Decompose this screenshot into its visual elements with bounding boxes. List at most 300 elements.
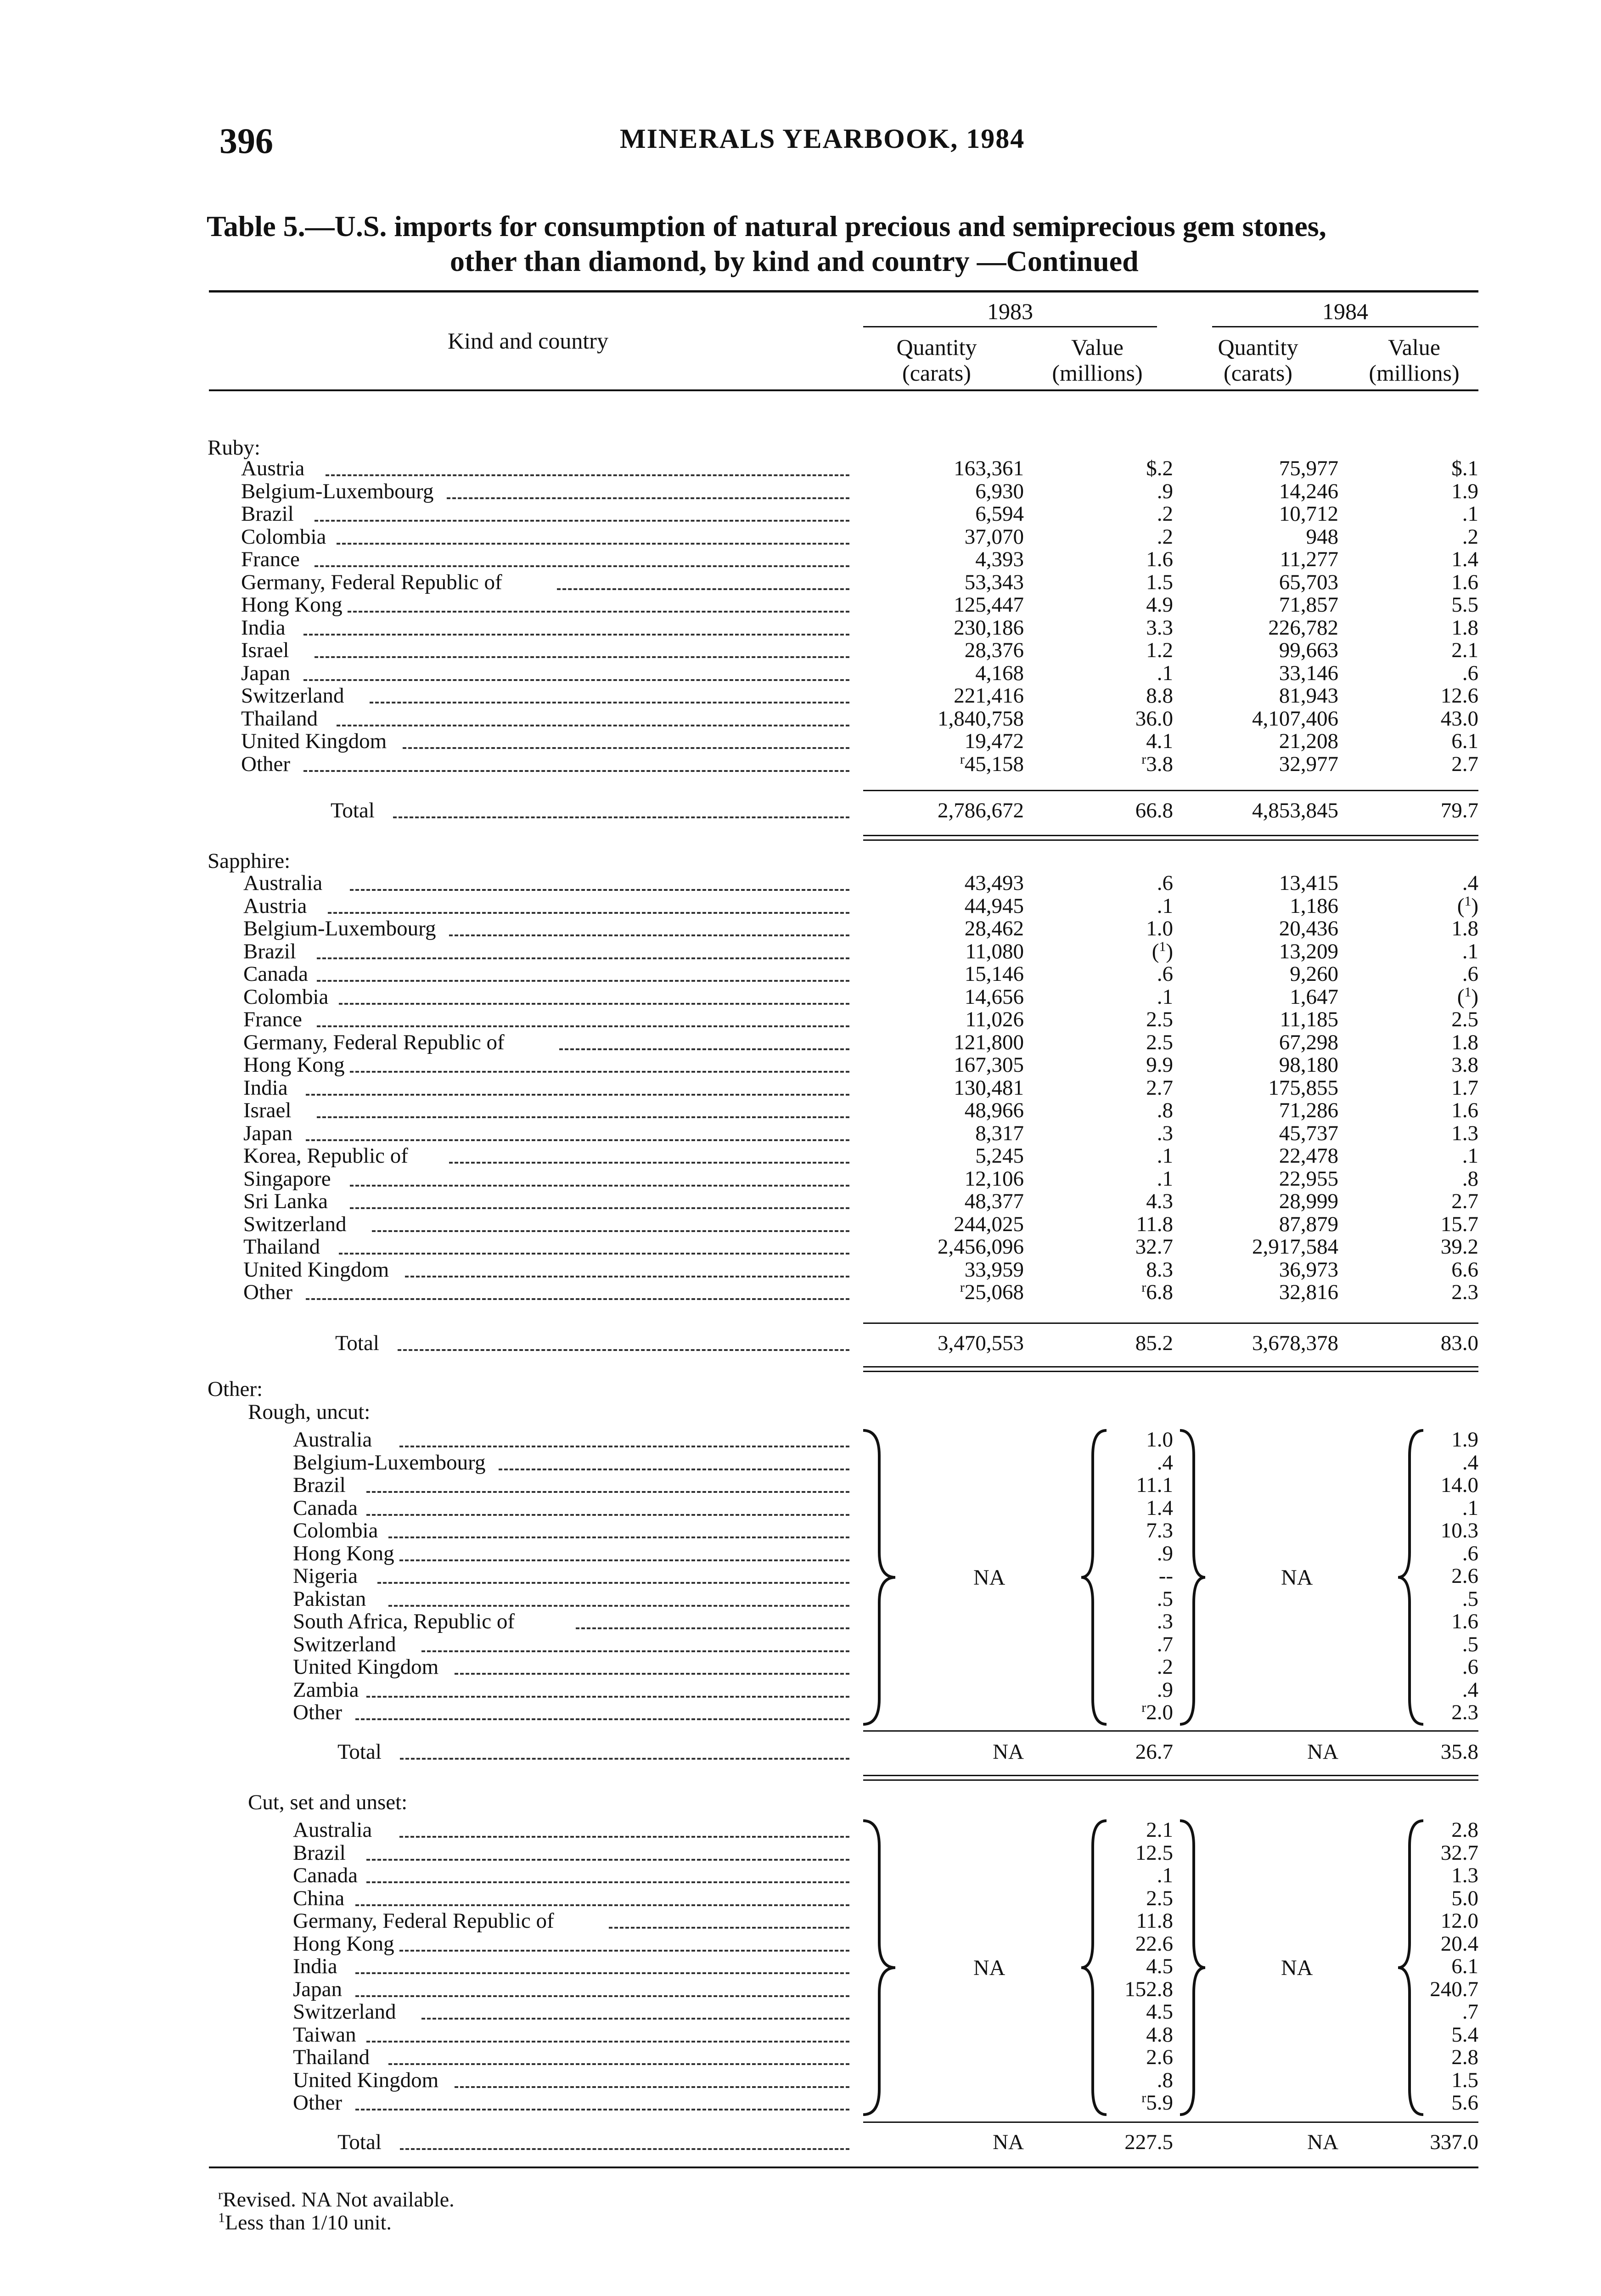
cell-val-1983: 26.7 (1135, 1740, 1173, 1764)
cell-qty-1983: 130,481 (954, 1075, 1024, 1100)
row-label: Other (293, 2091, 343, 2115)
cell-val-1983: .2 (1157, 524, 1173, 549)
row-label: Japan (241, 661, 291, 685)
dot-leader (366, 1489, 849, 1493)
cell-val-1984: .1 (1462, 1144, 1478, 1168)
cell-val-1984: 1.8 (1451, 1030, 1478, 1054)
ruby-row (0, 707, 1601, 730)
cell-qty-1984: 32,977 (1279, 752, 1338, 776)
rough-row (0, 1610, 1601, 1633)
row-label: Colombia (241, 524, 326, 549)
row-label: Nigeria (293, 1564, 358, 1588)
cut-na-1983-qty: NA (973, 1956, 1006, 1980)
cell-qty-1984: 81,943 (1279, 684, 1338, 708)
sapphire-title: Sapphire: (208, 849, 291, 873)
row-label: Thailand (241, 706, 318, 731)
cell-val-1984: 1.9 (1451, 479, 1478, 503)
cell-val-1984: 6.6 (1451, 1257, 1478, 1282)
row-label: Hong Kong (241, 593, 343, 617)
sapphire-row (0, 1076, 1601, 1099)
row-label: Canada (243, 962, 308, 986)
cut-brace-left (859, 1818, 900, 2117)
cell-qty-1983: 11,026 (965, 1007, 1024, 1031)
ruby-end-rule (863, 835, 1478, 836)
cell-qty-1984: 75,977 (1279, 456, 1338, 480)
rough-row (0, 1519, 1601, 1542)
cell-val-1984: ($^1$) (1457, 984, 1478, 1009)
cell-val-1983: 32.7 (1135, 1235, 1173, 1259)
rough-end-rule (863, 1775, 1478, 1776)
dot-leader (326, 473, 849, 476)
row-label: Australia (243, 871, 323, 895)
sapphire-row (0, 1258, 1601, 1281)
dot-leader (337, 541, 849, 545)
cut-row (0, 1955, 1601, 1978)
cell-qty-1984: 2,917,584 (1252, 1235, 1338, 1259)
row-label: Canada (293, 1863, 358, 1887)
col-qty-1984 (1194, 334, 1322, 386)
sapphire-row (0, 1190, 1601, 1213)
cut-row (0, 1978, 1601, 2001)
sapphire-total-row (0, 1332, 1601, 1355)
cell-val-1984: .1 (1462, 502, 1478, 526)
cell-val-1984: 240.7 (1430, 1977, 1478, 2001)
rough-brace-left (859, 1428, 900, 1727)
cut-total-row (0, 2131, 1601, 2154)
dot-leader (388, 1603, 849, 1607)
less-mark: 1 (218, 2210, 225, 2225)
cell-qty-1983: 37,070 (964, 524, 1024, 549)
dot-leader (317, 1114, 849, 1118)
footnote-ref: 1 (1464, 984, 1472, 1000)
row-label: Austria (241, 456, 305, 480)
cell-qty-1983: 14,656 (964, 985, 1024, 1009)
cell-val-1983: 8.8 (1146, 684, 1173, 708)
page-number: 396 (219, 121, 273, 161)
cell-qty-1983: 28,376 (964, 638, 1024, 662)
cell-qty-1984: 4,107,406 (1252, 706, 1338, 731)
cell-qty-1983: 53,343 (964, 570, 1024, 594)
cell-qty-1983: 48,377 (964, 1189, 1024, 1213)
ruby-row (0, 662, 1601, 685)
cell-val-1984: 1.5 (1451, 2068, 1478, 2092)
cell-val-1984: 2.1 (1451, 638, 1478, 662)
cell-val-1983: $.2 (1146, 456, 1173, 480)
revised-mark: r (960, 751, 965, 767)
cell-qty-1983: 5,245 (975, 1144, 1024, 1168)
cell-val-1984: 35.8 (1440, 1740, 1478, 1764)
cell-val-1983: 9.9 (1146, 1053, 1173, 1077)
cell-qty-1984: 99,663 (1279, 638, 1338, 662)
cell-val-1983: 8.3 (1146, 1257, 1173, 1282)
dot-leader (315, 654, 849, 658)
cell-val-1984: 1.6 (1451, 570, 1478, 594)
rough-row (0, 1542, 1601, 1565)
cell-val-1984: 14.0 (1440, 1473, 1478, 1497)
cell-val-1983: .2 (1157, 502, 1173, 526)
row-label: Hong Kong (243, 1053, 345, 1077)
row-label: Japan (293, 1977, 343, 2001)
row-label: Austria (243, 894, 307, 918)
rough-row (0, 1474, 1601, 1497)
cell-qty-1984: 1,186 (1290, 894, 1338, 918)
cell-val-1983: 12.5 (1135, 1840, 1173, 1865)
row-label: Germany, Federal Republic of (241, 570, 502, 594)
cell-val-1983: .1 (1157, 1144, 1173, 1168)
row-label: Korea, Republic of (243, 1144, 408, 1168)
cell-val-1983: $^r$2.0 (1141, 1700, 1173, 1724)
row-label: Israel (243, 1098, 292, 1122)
dot-leader (317, 978, 849, 982)
cell-val-1984: 1.3 (1451, 1121, 1478, 1145)
ruby-total-row (0, 799, 1601, 822)
cut-row (0, 1841, 1601, 1864)
cell-val-1984: 2.7 (1451, 1189, 1478, 1213)
rough-end-rule-2 (863, 1779, 1478, 1781)
cell-qty-1984: 10,712 (1279, 502, 1338, 526)
row-label: France (243, 1007, 302, 1031)
running-head: MINERALS YEARBOOK, 1984 (620, 124, 1025, 154)
sapphire-row (0, 1167, 1601, 1190)
row-label: Switzerland (241, 684, 344, 708)
cell-val-1983: 1.6 (1146, 547, 1173, 571)
ruby-title: Ruby: (208, 436, 260, 460)
cell-val-1984: .1 (1462, 939, 1478, 963)
dot-leader (303, 632, 849, 636)
bottom-rule (209, 2167, 1478, 2168)
cell-qty-1983: NA (993, 1740, 1024, 1764)
cell-val-1983: .3 (1157, 1609, 1173, 1633)
cell-val-1984: 39.2 (1440, 1235, 1478, 1259)
cell-val-1983: .9 (1157, 479, 1173, 503)
dot-leader (377, 1580, 849, 1584)
cell-qty-1983: 3,470,553 (938, 1331, 1024, 1355)
cell-val-1983: .9 (1157, 1677, 1173, 1702)
caption-line-1: Table 5.—U.S. imports for consumption of natural precious and semiprecious gem stones, (207, 210, 1326, 242)
dot-leader (350, 887, 849, 891)
dot-leader (328, 910, 849, 914)
cell-qty-1984: 9,260 (1290, 962, 1338, 986)
dot-leader (350, 1205, 849, 1209)
cell-val-1984: .7 (1462, 2000, 1478, 2024)
row-label: United Kingdom (293, 2068, 439, 2092)
sapphire-row (0, 1235, 1601, 1258)
cell-val-1984: .6 (1462, 1541, 1478, 1565)
cell-val-1983: 11.1 (1136, 1473, 1173, 1497)
row-label: Brazil (243, 939, 296, 963)
rough-total-row (0, 1740, 1601, 1763)
val-label: Value (1071, 334, 1124, 360)
cell-val-1983: 2.5 (1146, 1886, 1173, 1910)
revised-mark: r (960, 1280, 965, 1295)
cell-qty-1984: 3,678,378 (1252, 1331, 1338, 1355)
row-label: Belgium-Luxembourg (293, 1450, 486, 1474)
dot-leader (455, 2084, 849, 2088)
cell-val-1983: .3 (1157, 1121, 1173, 1145)
dot-leader (499, 1467, 849, 1470)
cell-val-1984: .6 (1462, 661, 1478, 685)
caption-line-2: other than diamond, by kind and country —Continued (450, 245, 1139, 277)
cell-val-1984: 2.7 (1451, 752, 1478, 776)
dot-leader (303, 768, 849, 772)
row-label: Australia (293, 1428, 372, 1452)
dot-leader (337, 723, 849, 726)
cell-val-1984: 20.4 (1440, 1931, 1478, 1956)
cell-val-1984: 1.3 (1451, 1863, 1478, 1887)
sapphire-row (0, 1144, 1601, 1167)
cell-val-1983: 1.5 (1146, 570, 1173, 594)
cell-qty-1983: 244,025 (954, 1212, 1024, 1236)
dot-leader (355, 1993, 849, 1997)
cell-val-1983: 11.8 (1136, 1212, 1173, 1236)
rough-brace-1983-left (1079, 1428, 1111, 1727)
sapphire-row (0, 1031, 1601, 1054)
row-label: India (243, 1075, 288, 1100)
cell-qty-1984: 32,816 (1279, 1280, 1338, 1304)
cell-qty-1983: 43,493 (964, 871, 1024, 895)
cell-qty-1984: 14,246 (1279, 479, 1338, 503)
cell-val-1984: 5.0 (1451, 1886, 1478, 1910)
sapphire-row (0, 917, 1601, 940)
cell-val-1984: 2.3 (1451, 1700, 1478, 1724)
row-label: Germany, Federal Republic of (243, 1030, 505, 1054)
cell-val-1983: .2 (1157, 1655, 1173, 1679)
cell-qty-1983: 6,930 (975, 479, 1024, 503)
cell-val-1984: 6.1 (1451, 1954, 1478, 1978)
cell-val-1983: 1.2 (1146, 638, 1173, 662)
sapphire-row (0, 1122, 1601, 1145)
cell-qty-1983: 48,966 (964, 1098, 1024, 1122)
cell-val-1984: 2.8 (1451, 2045, 1478, 2069)
qty-unit: (carats) (902, 360, 971, 386)
ruby-row (0, 593, 1601, 616)
dot-leader (366, 1857, 849, 1861)
year-1984-rule (1212, 326, 1478, 327)
cell-qty-1983: 33,959 (964, 1257, 1024, 1282)
cell-val-1984: 2.8 (1451, 1818, 1478, 1842)
rough-total-rule (863, 1730, 1478, 1732)
row-label: Hong Kong (293, 1541, 394, 1565)
qty-label: Quantity (896, 334, 977, 360)
row-label: Australia (293, 1818, 372, 1842)
cell-val-1984: 5.4 (1451, 2022, 1478, 2047)
cell-val-1984: 337.0 (1430, 2130, 1478, 2154)
cell-qty-1984: NA (1307, 2130, 1338, 2154)
cell-val-1983: .5 (1157, 1587, 1173, 1611)
row-label: Hong Kong (293, 1931, 394, 1956)
dot-leader (399, 1834, 849, 1838)
cell-qty-1983: 2,456,096 (938, 1235, 1024, 1259)
cell-val-1984: 1.6 (1451, 1609, 1478, 1633)
cell-val-1983: .9 (1157, 1541, 1173, 1565)
dot-leader (366, 1880, 849, 1883)
cell-val-1984: .4 (1462, 1450, 1478, 1474)
header-bottom-rule (209, 389, 1478, 391)
cut-brace-1983-left (1079, 1818, 1111, 2117)
ruby-row (0, 480, 1601, 503)
row-label: Other (293, 1700, 343, 1724)
cell-qty-1983: $^r$45,158 (960, 751, 1024, 776)
dot-leader (315, 518, 849, 522)
row-label: Sri Lanka (243, 1189, 328, 1213)
cell-val-1983: 11.8 (1136, 1909, 1173, 1933)
cut-brace-1983-right (1175, 1818, 1208, 2117)
cell-val-1984: 6.1 (1451, 729, 1478, 753)
cell-val-1984: 2.3 (1451, 1280, 1478, 1304)
cell-val-1984: 32.7 (1440, 1840, 1478, 1865)
rough-row (0, 1587, 1601, 1610)
ruby-row (0, 525, 1601, 548)
cell-qty-1984: 71,286 (1279, 1098, 1338, 1122)
col-val-1983 (1033, 334, 1162, 386)
revised-mark: r (1141, 751, 1146, 767)
cut-row (0, 1864, 1601, 1887)
row-label: Other (241, 752, 291, 776)
rough-row (0, 1428, 1601, 1451)
dot-leader (317, 956, 849, 959)
row-label: Colombia (293, 1519, 378, 1542)
cell-qty-1983: 221,416 (954, 684, 1024, 708)
dot-leader (348, 609, 849, 613)
cell-qty-1983: 15,146 (964, 962, 1024, 986)
cell-qty-1983: 8,317 (975, 1121, 1024, 1145)
cell-qty-1984: 36,973 (1279, 1257, 1338, 1282)
sapphire-end-rule (863, 1366, 1478, 1367)
dot-leader (609, 1925, 849, 1929)
row-label: Japan (243, 1121, 293, 1145)
cell-qty-1984: 13,209 (1279, 939, 1338, 963)
cell-val-1983: 2.1 (1146, 1818, 1173, 1842)
dot-leader (400, 1756, 849, 1760)
cell-val-1984: 2.5 (1451, 1007, 1478, 1031)
cell-val-1984: .5 (1462, 1587, 1478, 1611)
cell-val-1984: 79.7 (1440, 799, 1478, 822)
rough-na-1984-qty: NA (1281, 1565, 1313, 1590)
cell-val-1983: .1 (1157, 985, 1173, 1009)
cell-val-1984: 83.0 (1440, 1331, 1478, 1355)
row-label: South Africa, Republic of (293, 1609, 515, 1633)
ruby-row (0, 571, 1601, 594)
cell-val-1983: .8 (1157, 1098, 1173, 1122)
row-label: Pakistan (293, 1587, 366, 1611)
cell-qty-1983: 125,447 (954, 593, 1024, 617)
cell-val-1983: 2.7 (1146, 1075, 1173, 1100)
cell-val-1984: .5 (1462, 1632, 1478, 1656)
cell-qty-1984: 22,955 (1279, 1166, 1338, 1191)
dot-leader (449, 1160, 849, 1164)
dot-leader (355, 1902, 849, 1906)
cell-val-1983: 1.4 (1146, 1496, 1173, 1520)
sapphire-row (0, 895, 1601, 917)
dot-leader (355, 1970, 849, 1974)
ruby-row (0, 684, 1601, 707)
cut-row (0, 1932, 1601, 1955)
cell-qty-1984: 65,703 (1279, 570, 1338, 594)
year-1983-rule (863, 326, 1157, 327)
row-label: Other (243, 1280, 293, 1304)
row-label: Colombia (243, 985, 329, 1009)
dot-leader (398, 1347, 849, 1351)
ruby-row (0, 502, 1601, 525)
row-label: Brazil (293, 1840, 346, 1865)
ruby-row (0, 457, 1601, 480)
cell-qty-1984: 28,999 (1279, 1189, 1338, 1213)
rough-row (0, 1564, 1601, 1587)
cell-val-1983: 4.5 (1146, 2000, 1173, 2024)
dot-leader (372, 1228, 849, 1232)
cell-qty-1984: 22,478 (1279, 1144, 1338, 1168)
row-label: Switzerland (243, 1212, 347, 1236)
sapphire-row (0, 940, 1601, 963)
cell-val-1983: 4.5 (1146, 1954, 1173, 1978)
cell-qty-1984: 175,855 (1268, 1075, 1338, 1100)
row-label: Thailand (293, 2045, 370, 2069)
ruby-row (0, 639, 1601, 662)
row-label: India (293, 1954, 337, 1978)
footnote-revised (218, 2188, 455, 2211)
cell-val-1984: 1.7 (1451, 1075, 1478, 1100)
dot-leader (403, 745, 849, 749)
cell-val-1983: ($^1$) (1152, 939, 1173, 963)
ruby-row (0, 730, 1601, 753)
cut-total-rule (863, 2122, 1478, 2123)
dot-leader (355, 2107, 849, 2110)
dot-leader (306, 1296, 849, 1300)
cell-val-1983: .1 (1157, 894, 1173, 918)
cell-qty-1984: 948 (1306, 524, 1338, 549)
cell-val-1983: 2.5 (1146, 1007, 1173, 1031)
dot-leader (306, 1092, 849, 1096)
cell-val-1984: 12.0 (1440, 1909, 1478, 1933)
cut-row (0, 2069, 1601, 2092)
cell-qty-1984: 226,782 (1268, 615, 1338, 640)
dot-leader (388, 2061, 849, 2065)
row-label: Total (331, 799, 375, 822)
cell-qty-1983: 1,840,758 (938, 706, 1024, 731)
cut-row (0, 2023, 1601, 2046)
cell-val-1984: .6 (1462, 1655, 1478, 1679)
cell-val-1984: .8 (1462, 1166, 1478, 1191)
cell-qty-1984: 45,737 (1279, 1121, 1338, 1145)
cell-qty-1983: NA (993, 2130, 1024, 2154)
rough-row (0, 1655, 1601, 1678)
qty-unit: (carats) (1224, 360, 1292, 386)
dot-leader (350, 1183, 849, 1187)
row-label: Brazil (241, 502, 294, 526)
dot-leader (306, 1137, 849, 1141)
row-label: Germany, Federal Republic of (293, 1909, 554, 1933)
cell-val-1983: .7 (1157, 1632, 1173, 1656)
sapphire-row (0, 1281, 1601, 1304)
sapphire-row (0, 1213, 1601, 1236)
cell-qty-1984: 98,180 (1279, 1053, 1338, 1077)
col-kind-header: Kind and country (448, 328, 608, 354)
cell-qty-1983: 163,361 (954, 456, 1024, 480)
cell-qty-1983: $^r$25,068 (960, 1280, 1024, 1304)
cell-val-1984: .6 (1462, 962, 1478, 986)
revised-mark: r (1141, 2090, 1146, 2105)
row-label: United Kingdom (243, 1257, 389, 1282)
cell-val-1983: 4.1 (1146, 729, 1173, 753)
cut-row (0, 2046, 1601, 2069)
revised-mark: r (1141, 1280, 1146, 1295)
dot-leader (393, 815, 849, 818)
cell-val-1983: 152.8 (1124, 1977, 1173, 2001)
cell-val-1983: .8 (1157, 2068, 1173, 2092)
col-qty-1983 (872, 334, 1001, 386)
revised-mark: r (218, 2187, 223, 2202)
other-title: Other: (208, 1377, 263, 1401)
